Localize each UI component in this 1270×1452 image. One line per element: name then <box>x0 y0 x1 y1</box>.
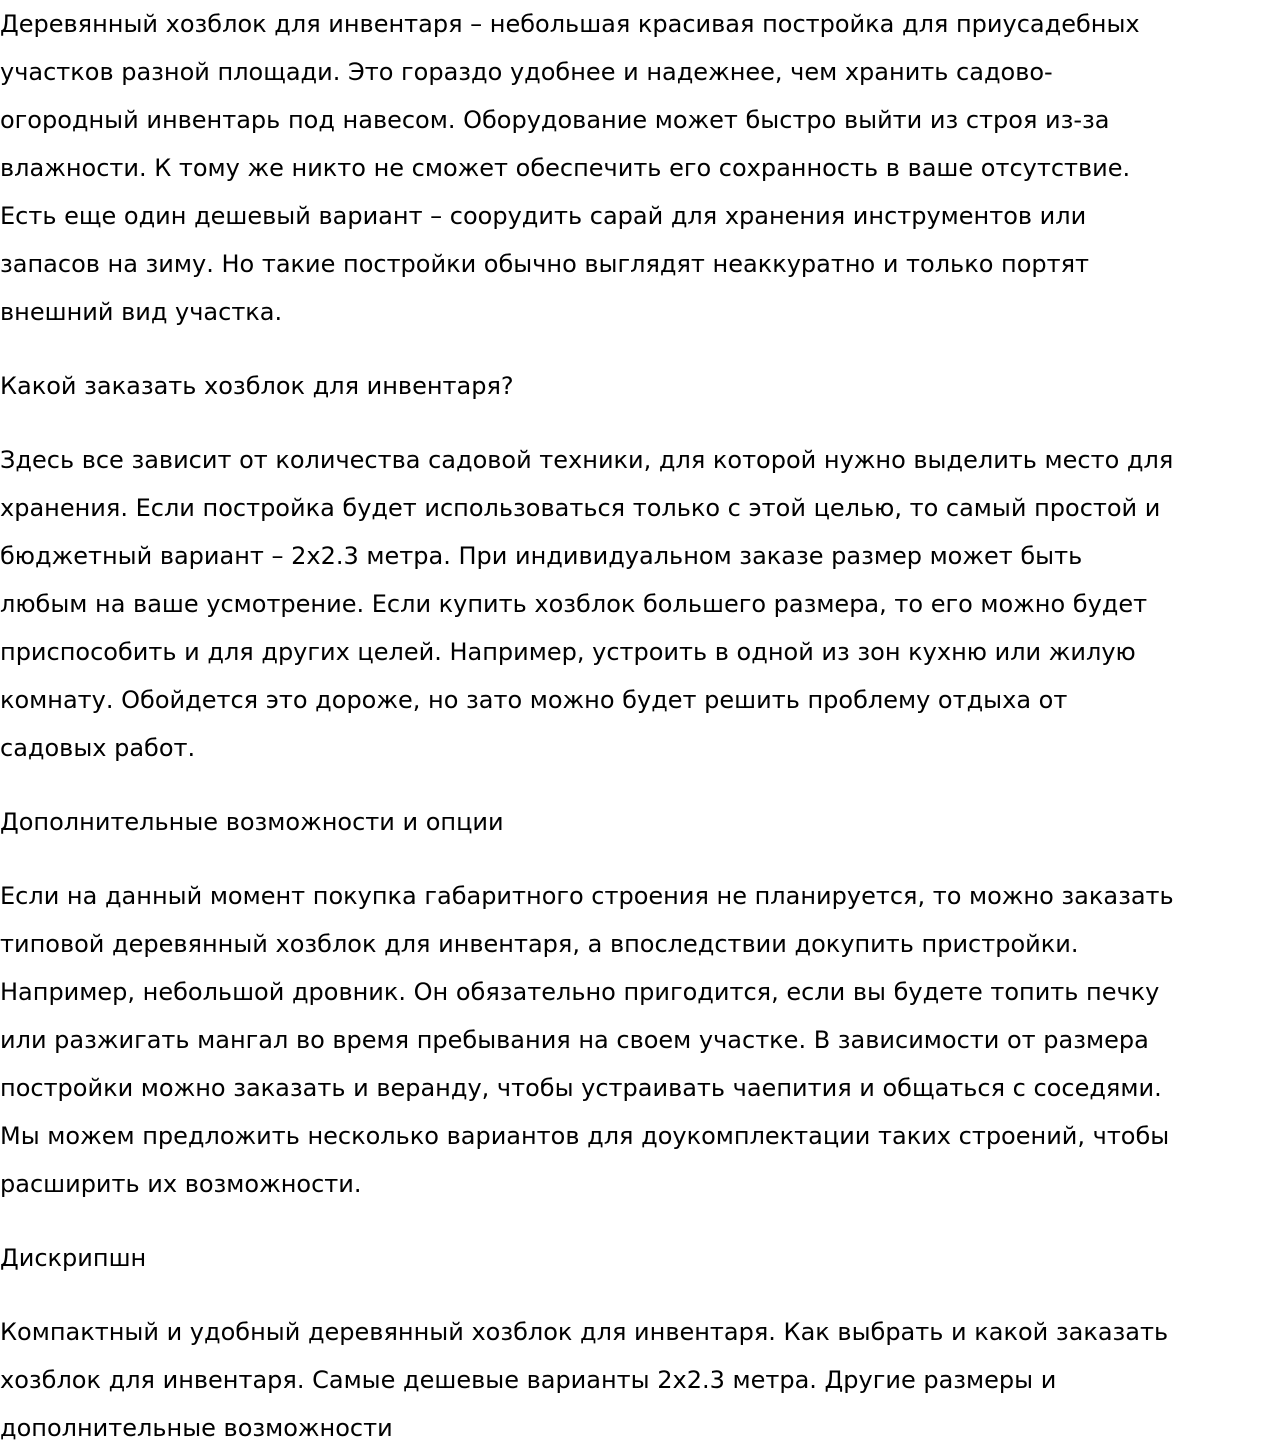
text-line: Например, небольшой дровник. Он обязательно пригодится, если вы будете топить печку <box>0 978 1160 1006</box>
text-line: запасов на зиму. Но такие постройки обычно выглядят неаккуратно и только портят <box>0 250 1090 278</box>
text-line: приспособить и для других целей. Например, устроить в одной из зон кухню или жилую <box>0 638 1136 666</box>
text-line: Есть еще один дешевый вариант – соорудить сарай для хранения инструментов или <box>0 202 1087 230</box>
paragraph-gap <box>0 1208 1270 1234</box>
text-line: любым на ваше усмотрение. Если купить хозблок большего размера, то его можно будет <box>0 590 1148 618</box>
paragraph-description <box>0 1308 1270 1452</box>
text-line: влажности. К тому же никто не сможет обеспечить его сохранность в ваше отсутствие. <box>0 154 1131 182</box>
text-line: хозблок для инвентаря. Самые дешевые варианты 2х2.3 метра. Другие размеры и <box>0 1366 1057 1394</box>
paragraph-sizes <box>0 436 1270 772</box>
text-line: Деревянный хозблок для инвентаря – небольшая красивая постройка для приусадебных <box>0 10 1140 38</box>
text-line: типовой деревянный хозблок для инвентаря, а впоследствии докупить пристройки. <box>0 930 1079 958</box>
text-line: Мы можем предложить несколько вариантов для доукомплектации таких строений, чтобы <box>0 1122 1170 1150</box>
text-line: расширить их возможности. <box>0 1170 362 1198</box>
paragraph-gap <box>0 772 1270 798</box>
text-line: участков разной площади. Это гораздо удобнее и надежнее, чем хранить садово- <box>0 58 1053 86</box>
text-line: постройки можно заказать и веранду, чтобы устраивать чаепития и общаться с соседями. <box>0 1074 1162 1102</box>
text-line: или разжигать мангал во время пребывания на своем участке. В зависимости от размера <box>0 1026 1149 1054</box>
section-heading-which-to-order: Какой заказать хозблок для инвентаря? <box>0 372 514 400</box>
text-line: Компактный и удобный деревянный хозблок для инвентаря. Как выбрать и какой заказать <box>0 1318 1169 1346</box>
paragraph-intro <box>0 0 1270 336</box>
section-heading-options: Дополнительные возможности и опции <box>0 808 504 836</box>
paragraph-gap <box>0 846 1270 872</box>
text-line: бюджетный вариант – 2х2.3 метра. При индивидуальном заказе размер может быть <box>0 542 1083 570</box>
text-line: хранения. Если постройка будет использоваться только с этой целью, то самый простой и <box>0 494 1161 522</box>
text-line: дополнительные возможности <box>0 1414 393 1442</box>
text-line: комнату. Обойдется это дороже, но зато можно будет решить проблему отдыха от <box>0 686 1068 714</box>
text-line: садовых работ. <box>0 734 196 762</box>
text-line: Здесь все зависит от количества садовой техники, для которой нужно выделить место для <box>0 446 1174 474</box>
paragraph-gap <box>0 336 1270 362</box>
section-heading-description: Дискрипшн <box>0 1244 147 1272</box>
text-line: огородный инвентарь под навесом. Оборудование может быстро выйти из строя из-за <box>0 106 1110 134</box>
paragraph-gap <box>0 410 1270 436</box>
text-line: внешний вид участка. <box>0 298 283 326</box>
text-line: Если на данный момент покупка габаритного строения не планируется, то можно заказать <box>0 882 1174 910</box>
paragraph-gap <box>0 1282 1270 1308</box>
paragraph-options <box>0 872 1270 1208</box>
